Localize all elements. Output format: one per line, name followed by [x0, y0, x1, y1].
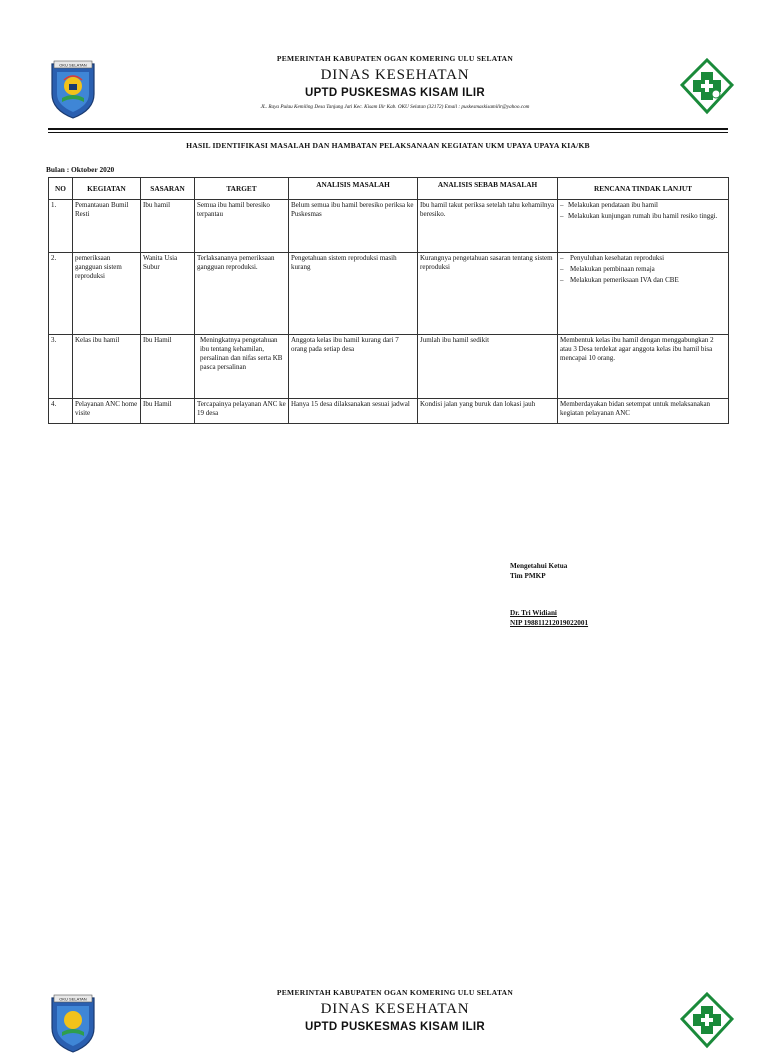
cell-target: Terlaksananya pemeriksaan gangguan reproduksi.: [195, 253, 289, 335]
health-cross-logo-icon: [680, 992, 734, 1050]
cell-sasaran: Ibu hamil: [141, 200, 195, 253]
signature-team: Tim PMKP: [510, 571, 546, 580]
cell-sasaran: Ibu Hamil: [141, 399, 195, 424]
cell-sebab: Kurangnya pengetahuan sasaran tentang sistem reproduksi: [418, 253, 558, 335]
government-name: PEMERINTAH KABUPATEN OGAN KOMERING ULU SELATAN: [276, 54, 514, 63]
agency-name: DINAS KESEHATAN: [320, 1001, 470, 1017]
svg-text:OKU SELATAN: OKU SELATAN: [59, 996, 87, 1002]
header-analisis-masalah: ANALISIS MASALAH: [289, 178, 418, 200]
table-row: [49, 335, 729, 399]
cell-analisis: Belum semua ibu hamil beresiko periksa ke Puskesmas: [289, 200, 418, 253]
table-row: [49, 399, 729, 424]
header-rencana: RENCANA TINDAK LANJUT: [558, 178, 729, 200]
cell-analisis: Hanya 15 desa dilaksanakan sesuai jadwal: [289, 399, 418, 424]
list-item: – Melakukan pembinaan remaja: [560, 265, 726, 274]
cell-no: 3.: [49, 335, 73, 399]
list-item: – Penyuluhan kesehatan reproduksi: [560, 254, 726, 263]
svg-text:OKU SELATAN: OKU SELATAN: [59, 62, 87, 68]
signature-title: Mengetahui Ketua: [510, 562, 568, 570]
cell-sasaran: Ibu Hamil: [141, 335, 195, 399]
report-title: HASIL IDENTIFIKASI MASALAH DAN HAMBATAN PELAKSANAAN KEGIATAN UKM UPAYA UPAYA KIA/KB: [186, 141, 590, 150]
cell-rencana: Membentuk kelas ibu hamil dengan menggabungkan 2 atau 3 Desa terdekat agar anggota kelas ibu hamil bisa mencapai 10 orang.: [558, 335, 729, 399]
cell-analisis: Anggota kelas ibu hamil kurang dari 7 orang pada setiap desa: [289, 335, 418, 399]
cell-sebab: Kondisi jalan yang buruk dan lokasi jauh: [418, 399, 558, 424]
signature-nip: NIP 198811212019022001: [510, 618, 589, 627]
cell-target: Meningkatnya pengetahuan ibu tentang kehamilan, persalinan dan nifas serta KB pasca persalinan: [195, 335, 289, 399]
table-header-row: [49, 178, 729, 200]
header-analisis-sebab: ANALISIS SEBAB MASALAH: [418, 178, 558, 200]
cell-target: Tercapainya pelayanan ANC ke 19 desa: [195, 399, 289, 424]
letterhead: [0, 48, 768, 128]
list-item: – Melakukan pendataan ibu hamil: [560, 201, 726, 210]
cell-rencana: [558, 200, 729, 253]
list-item: – Melakukan kunjungan rumah ibu hamil resiko tinggi.: [560, 212, 726, 221]
cell-sebab: Ibu hamil takut periksa setelah tahu kehamilnya beresiko.: [418, 200, 558, 253]
regency-crest-icon: [48, 992, 98, 1054]
unit-name: UPTD PUSKESMAS KISAM ILIR: [304, 1021, 485, 1033]
header-target: TARGET: [195, 178, 289, 200]
cell-sasaran: Wanita Usia Subur: [141, 253, 195, 335]
table-row: [49, 253, 729, 335]
list-item: – Melakukan pemeriksaan IVA dan CBE: [560, 276, 726, 285]
report-month: Bulan : Oktober 2020: [46, 165, 115, 174]
header-kegiatan: KEGIATAN: [73, 178, 141, 200]
health-cross-logo-icon: [680, 58, 734, 116]
cell-kegiatan: Pemantauan Bumil Resti: [73, 200, 141, 253]
agency-name: DINAS KESEHATAN: [320, 67, 470, 83]
cell-kegiatan: Kelas ibu hamil: [73, 335, 141, 399]
cell-analisis: Pengetahuan sistem reproduksi masih kurang: [289, 253, 418, 335]
address-line: JL. Raya Pulau Kemiling Desa Tanjung Jati Kec. Kisam Ilir Kab. OKU Selatan (32172) Email : puskesmaskisamilir@yahoo.com: [260, 104, 530, 110]
cell-rencana: Memberdayakan bidan setempat untuk melaksanakan kegiatan pelayanan ANC: [558, 399, 729, 424]
regency-crest-icon: [48, 58, 98, 120]
cell-no: 1.: [49, 200, 73, 253]
unit-name: UPTD PUSKESMAS KISAM ILIR: [304, 87, 485, 99]
table-row: [49, 200, 729, 253]
cell-kegiatan: Pelayanan ANC home visite: [73, 399, 141, 424]
header-sasaran: SASARAN: [141, 178, 195, 200]
cell-no: 2.: [49, 253, 73, 335]
letterhead-next-page: [0, 982, 768, 1062]
header-rule-thin: [48, 132, 728, 133]
signature-block: [510, 562, 588, 628]
cell-no: 4.: [49, 399, 73, 424]
header-no: NO: [49, 178, 73, 200]
cell-kegiatan: pemeriksaan gangguan sistem reproduksi: [73, 253, 141, 335]
cell-rencana: [558, 253, 729, 335]
cell-target: Semua ibu hamil beresiko terpantau: [195, 200, 289, 253]
header-rule-thick: [48, 128, 728, 130]
government-name: PEMERINTAH KABUPATEN OGAN KOMERING ULU SELATAN: [276, 988, 514, 997]
signature-name: Dr. Tri Widiani: [510, 609, 557, 617]
report-table: [48, 177, 729, 424]
cell-sebab: Jumlah ibu hamil sedikit: [418, 335, 558, 399]
